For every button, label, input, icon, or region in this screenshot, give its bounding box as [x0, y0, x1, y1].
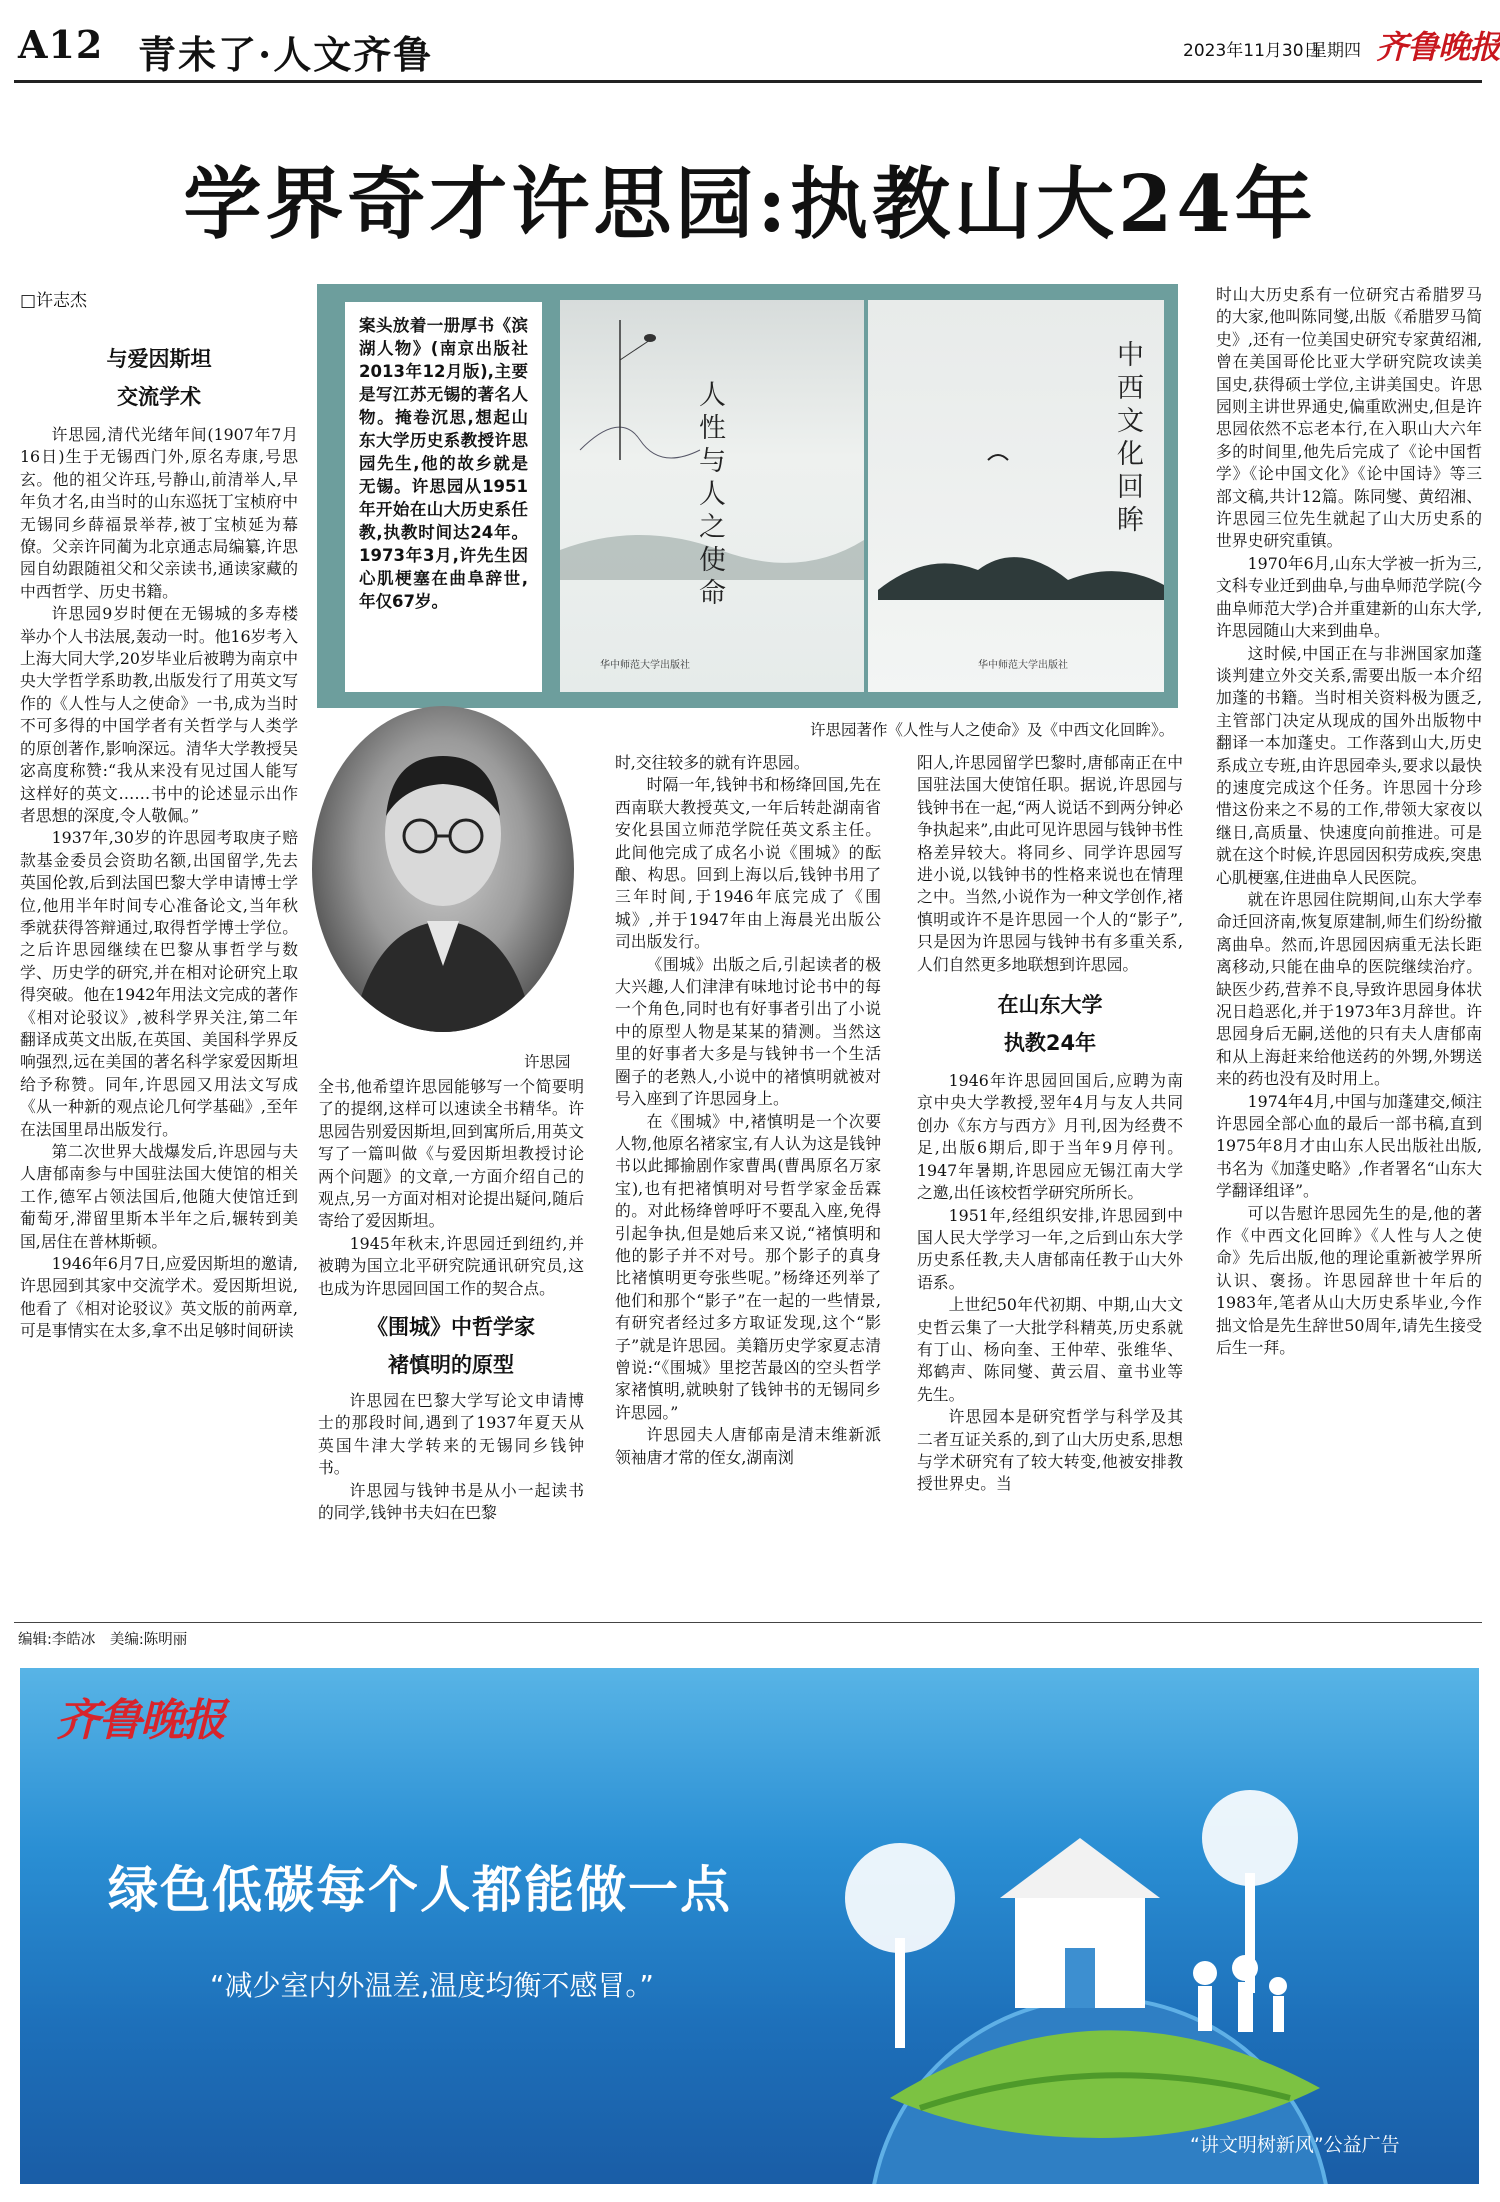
paragraph: 1951年,经组织安排,许思园到中国人民大学学习一年,之后到山东大学历史系任教,夫人唐郁南任教于山大外语系。 [917, 1205, 1183, 1292]
ad-subtitle: “减少室内外温差,温度均衡不感冒。” [210, 1969, 654, 2002]
page-number: A12 [18, 22, 104, 67]
paragraph: 时隔一年,钱钟书和杨绛回国,先在西南联大教授英文,一年后转赴湖南省安化县国立师范学院任英文系主任。此间他完成了成名小说《围城》的酝酿、构思。回到上海以后,钱钟书用了三年时间,于1946年底完成了《围城》,并于1947年由上海晨光出版公司出版发行。 [615, 775, 881, 952]
ad-illustration [20, 1668, 1479, 2184]
book-cover-zhongxi [868, 300, 1164, 692]
paragraph: 许思园,清代光绪年间(1907年7月16日)生于无锡西门外,原名寿康,号思玄。他的祖父许珏,号静山,前清举人,早年负才名,由当时的山东巡抚丁宝桢府中无锡同乡薛福景举荐,被丁宝桢延为幕僚。父亲许同蔺为北京通志局编纂,许思园自幼跟随祖父和父亲读书,通读家藏的中西哲学、历史书籍。 [20, 425, 298, 601]
column-5 [1216, 284, 1482, 1360]
paragraph: 全书,他希望许思园能够写一个简要明了的提纲,这样可以速读全书精华。许思园告别爱因斯坦,回到寓所后,用英文写了一篇叫做《与爱因斯坦教授讨论两个问题》的文章,一方面介绍自己的观点,另一方面对相对论提出疑问,随后寄给了爱因斯坦。 [318, 1077, 584, 1231]
article-headline: 学界奇才许思园:执教山大24年 [183, 159, 1317, 250]
footer-divider [14, 1622, 1482, 1623]
section-title: 青未了·人文齐鲁 [138, 32, 434, 77]
public-service-ad [20, 1668, 1479, 2184]
author-byline: □许志杰 [20, 291, 88, 311]
paragraph: 1937年,30岁的许思园考取庚子赔款基金委员会资助名额,出国留学,先去英国伦敦,后到法国巴黎大学申请博士学位,他用半年时间专心准备论文,当年秋季就获得答辩通过,取得哲学博士学位。之后许思园继续在巴黎从事哲学与数学、历史学的研究,并在相对论研究上取得突破。他在1942年用法文完成的著作《相对论驳议》,被科学界关注,第二年翻译成英文出版,在英国、美国科学界反响强烈,远在美国的著名科学家爱因斯坦给予称赞。同年,许思园又用法文写成《从一种新的观点论几何学基础》,至年在法国里昂出版发行。 [20, 828, 298, 1139]
paragraph: 许思园在巴黎大学写论文申请博士的那段时间,遇到了1937年夏天从英国牛津大学转来的无锡同乡钱钟书。 [318, 1391, 584, 1478]
paragraph: 许思园与钱钟书是从小一起读书的同学,钱钟书夫妇在巴黎 [318, 1480, 584, 1523]
book-publisher: 华中师范大学出版社 [600, 660, 690, 671]
subheading-line: 交流学术 [117, 385, 201, 409]
book-title: 中西文化回眸 [1112, 340, 1143, 538]
portrait-photo [312, 706, 574, 1032]
paragraph: 上世纪50年代初期、中期,山大文史哲云集了一大批学科精英,历史系就有丁山、杨向奎、王仲荦、张维华、郑鹤声、陈同燮、黄云眉、童书业等先生。 [917, 1295, 1183, 1404]
paragraph: 第二次世界大战爆发后,许思园与夫人唐郁南参与中国驻法国大使馆的相关工作,德军占领法国后,他随大使馆迁到葡萄牙,滞留里斯本半年之后,辗转到美国,居住在普林斯顿。 [20, 1142, 298, 1251]
paragraph: 许思园本是研究哲学与科学及其二者互证关系的,到了山大历史系,思想与学术研究有了较大转变,他被安排教授世界史。当 [917, 1407, 1183, 1494]
issue-weekday: 星期四 [1310, 41, 1361, 61]
paragraph: 《围城》出版之后,引起读者的极大兴趣,人们津津有味地讨论书中的每一个角色,同时也有好事者引出了小说中的原型人物是某某的猜测。当然这里的好事者大多是与钱钟书一个生活圈子的老熟人,小说中的褚慎明就被对号入座到了许思园身上。 [615, 954, 881, 1109]
subheading-line: 褚慎明的原型 [388, 1353, 514, 1378]
paragraph: 这时候,中国正在与非洲国家加蓬谈判建立外交关系,需要出版一本介绍加蓬的书籍。当时相关资料极为匮乏,主管部门决定从现成的国外出版物中翻译一本加蓬史。工作落到山大,历史系成立专班,由许思园牵头,要求以最快的速度完成这个任务。许思园十分珍惜这份来之不易的工作,带领大家夜以继日,高质量、快速度向前推进。可是就在这个时候,许思园因积劳成疾,突患心肌梗塞,住进曲阜人民医院。 [1216, 643, 1482, 887]
ad-logo: 齐鲁晚报 [56, 1695, 224, 1746]
paragraph: 1970年6月,山东大学被一折为三,文科专业迁到曲阜,与曲阜师范学院(今曲阜师范大学)合并重建新的山东大学,许思园随山大来到曲阜。 [1216, 553, 1482, 641]
paragraph: 1946年6月7日,应爱因斯坦的邀请,许思园到其家中交流学术。爱因斯坦说,他看了《相对论驳议》英文版的前两章,可是事情实在太多,拿不出足够时间研读 [20, 1254, 298, 1341]
portrait-figure [312, 706, 574, 1032]
book-title: 人性与人之使命 [694, 380, 725, 611]
subheading-line: 《围城》中哲学家 [367, 1315, 535, 1340]
paragraph: 在《围城》中,褚慎明是一个次要人物,他原名褚家宝,有人认为这是钱钟书以此揶揄剧作家曹禺(曹禺原名万家宝),也有把褚慎明对号哲学家金岳霖的。对此杨绛曾呼吁不要乱入座,免得引起争执,但是她后来又说,“褚慎明和他的影子并不对号。那个影子的真身比褚慎明更夸张些呢。”杨绛还列举了他们和那个“影子”在一起的一些情景,有研究者经过多方取证发现,这个“影子”就是许思园。美籍历史学家夏志清曾说:“《围城》里挖苦最凶的空头哲学家褚慎明,就映射了钱钟书的无锡同乡许思园。” [615, 1111, 881, 1422]
subheading-line: 与爱因斯坦 [106, 347, 212, 371]
column-4 [917, 752, 1183, 1496]
subheading-einstein [20, 340, 298, 416]
paragraph: 阳人,许思园留学巴黎时,唐郁南正在中国驻法国大使馆任职。据说,许思园与钱钟书在一起,“两人说话不到两分钟必争执起来”,由此可见许思园与钱钟书性格差异较大。将同乡、同学许思园写进小说,以钱钟书的性格来说也在情理之中。当然,小说作为一种文学创作,褚慎明或许不是许思园一个人的“影子”,只是因为许思园与钱钟书有多重关系,人们自然更多地联想到许思园。 [917, 753, 1183, 974]
paragraph: 就在许思园住院期间,山东大学奉命迁回济南,恢复原建制,师生们纷纷撤离曲阜。然而,许思园因病重无法长距离移动,只能在曲阜的医院继续治疗。缺医少药,营养不良,导致许思园身体状况日趋恶化,并于1973年3月辞世。许思园身后无嗣,送他的只有夫人唐郁南和从上海赶来给他送药的外甥,外甥送来的药也没有及时用上。 [1216, 889, 1482, 1089]
article-intro: 案头放着一册厚书《滨湖人物》(南京出版社2013年12月版),主要是写江苏无锡的著名人物。掩卷沉思,想起山东大学历史系教授许思园先生,他的故乡就是无锡。许思园从1951年开始在山大历史系任教,执教时间达24年。1973年3月,许先生因心肌梗塞在曲阜辞世,年仅67岁。 [345, 302, 542, 692]
paragraph: 时,交往较多的就有许思园。 [615, 753, 810, 772]
book-photo-caption: 许思园著作《人性与人之使命》及《中西文化回眸》。 [810, 721, 1175, 739]
ad-slogan: 绿色低碳每个人都能做一点 [108, 1861, 732, 1919]
newspaper-logo: 齐鲁晚报 [1376, 28, 1500, 66]
issue-date: 2023年11月30日 [1183, 41, 1321, 61]
subheading-line: 执教24年 [1003, 1031, 1097, 1056]
paragraph: 时山大历史系有一位研究古希腊罗马的大家,他叫陈同燮,出版《希腊罗马简史》,还有一位美国史研究专家黄绍湘,曾在美国哥伦比亚大学研究院攻读美国史,获得硕士学位,主讲美国史。许思园则主讲世界通史,偏重欧洲史,但是许思园依然不忘老本行,在入职山大六年多的时间里,他先后完成了《论中国哲学》《论中国文化》《论中国诗》等三部文稿,共计12篇。陈同燮、黄绍湘、许思园三位先生就起了山大历史系的世界史研究重镇。 [1216, 285, 1482, 551]
column-3 [615, 752, 881, 1469]
subheading-shandong [917, 986, 1183, 1062]
book-publisher: 华中师范大学出版社 [978, 660, 1068, 671]
subheading-weicheng [318, 1308, 584, 1384]
subheading-line: 在山东大学 [997, 993, 1103, 1018]
paragraph: 可以告慰许思园先生的是,他的著作《中西文化回眸》《人性与人之使命》先后出版,他的理论重新被学界所认识、褒扬。许思园辞世十年后的1983年,笔者从山大历史系毕业,今作拙文恰是先生辞世50周年,请先生接受后生一拜。 [1216, 1203, 1482, 1358]
book-cover-renxing [560, 300, 864, 692]
column-1 [20, 340, 298, 1343]
paragraph: 许思园夫人唐郁南是清末维新派领袖唐才常的侄女,湖南浏 [615, 1425, 881, 1467]
ad-credit: “讲文明树新风”公益广告 [1190, 2134, 1400, 2156]
portrait-caption: 许思园 [524, 1053, 571, 1071]
paragraph: 许思园9岁时便在无锡城的多寿楼举办个人书法展,轰动一时。他16岁考入上海大同大学,20岁毕业后被聘为南京中央大学哲学系助教,出版发行了用英文写作的《人性与人之使命》一书,成为当时不可多得的中国学者有关哲学与人类学的原创著作,影响深远。清华大学教授吴宓高度称赞:“我从来没有见过国人能写这样好的英文……书中的论述显示出作者思想的深度,令人敬佩。” [20, 604, 298, 825]
column-2 [318, 1076, 584, 1525]
editor-credit: 编辑:李皓冰 美编:陈明丽 [18, 1632, 188, 1648]
paragraph: 1945年秋末,许思园迁到纽约,并被聘为国立北平研究院通讯研究员,这也成为许思园回国工作的契合点。 [318, 1233, 584, 1298]
paragraph: 1946年许思园回国后,应聘为南京中央大学教授,翌年4月与友人共同创办《东方与西方》月刊,因为经费不足,出版6期后,即于当年9月停刊。1947年暑期,许思园应无锡江南大学之邀,出任该校哲学研究所所长。 [917, 1071, 1183, 1203]
paragraph: 1974年4月,中国与加蓬建交,倾注许思园全部心血的最后一部书稿,直到1975年8月才由山东人民出版社出版,书名为《加蓬史略》,作者署名“山东大学翻译组译”。 [1216, 1091, 1482, 1201]
header-divider [14, 80, 1482, 83]
